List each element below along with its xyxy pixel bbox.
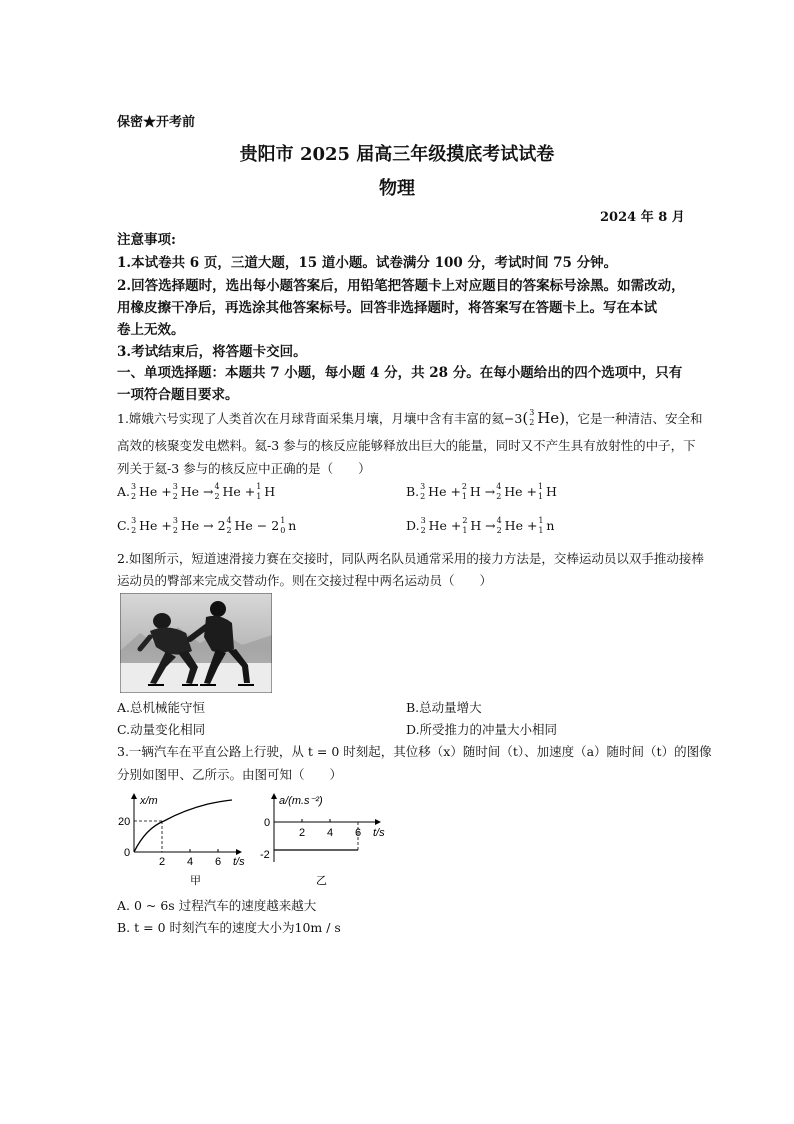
graph-yi-caption: 乙 xyxy=(316,875,327,887)
confidential-label: 保密★开考前 xyxy=(117,115,196,130)
graph-yi-ylabel: a/(m.s⁻²) xyxy=(279,795,323,807)
q2-option-d[interactable]: D.所受推力的冲量大小相同 xyxy=(406,722,558,737)
graph-jia-xlabel: t/s xyxy=(233,856,245,868)
q1-stem-text: 1.嫦娥六号实现了人类首次在月球背面采集月壤，月壤中含有丰富的氦−3 xyxy=(117,411,523,426)
notice-item: 1.本试卷共 6 页，三道大题，15 道小题。试卷满分 100 分，考试时间 75 分钟。 xyxy=(117,255,618,271)
q3-option-b[interactable]: B. t = 0 时刻汽车的速度大小为10m / s xyxy=(117,920,341,935)
q3-option-a[interactable]: A. 0 ~ 6s 过程汽车的速度越来越大 xyxy=(117,898,317,913)
q2-option-a[interactable]: A.总机械能守恒 xyxy=(117,700,206,715)
q1-stem: 列关于氦-3 参与的核反应中正确的是（ ） xyxy=(117,461,371,476)
graph-yi-xtick: 2 xyxy=(299,827,306,839)
notice-heading: 注意事项: xyxy=(117,232,176,248)
q2-option-c[interactable]: C.动量变化相同 xyxy=(117,722,206,737)
q2-stem: 2.如图所示，短道速滑接力赛在交接时，同队两名队员通常采用的接力方法是，交棒运动员以双手推动接棒 xyxy=(117,551,704,566)
notice-item: 卷上无效。 xyxy=(117,322,185,338)
graph-jia-ytick: 0 xyxy=(124,847,131,859)
exam-title: 贵阳市 2025 届高三年级摸底考试试卷 xyxy=(239,144,555,165)
q3-stem: 分别如图甲、乙所示。由图可知（ ） xyxy=(117,767,343,782)
graph-yi-a-t xyxy=(258,790,398,890)
notice-item: 2.回答选择题时，选出每小题答案后，用铅笔把答题卡上对应题目的答案标号涂黑。如需改动， xyxy=(117,278,685,294)
graph-yi-xlabel: t/s xyxy=(373,827,385,839)
q1-option-d[interactable]: D. 3 2 He + 2 1 H → 4 2 He + 1 1 n xyxy=(406,515,555,535)
speed-skating-photo xyxy=(120,593,272,693)
graph-jia-ytick: 20 xyxy=(118,816,131,828)
q1-option-a[interactable]: A. 3 2 He + 3 2 He → 4 2 He + 1 1 H xyxy=(117,481,276,501)
q1-stem xyxy=(117,409,703,427)
graph-jia-caption: 甲 xyxy=(190,875,201,887)
graph-yi-ytick: 0 xyxy=(264,817,271,829)
q1-stem-text: ，它是一种清洁、安全和 xyxy=(565,411,703,426)
q1-option-c[interactable]: C. 3 2 He + 3 2 He → 2 4 2 He − 2 1 0 n xyxy=(117,515,297,535)
graph-jia-xtick: 4 xyxy=(187,856,194,868)
graph-yi-xtick: 6 xyxy=(355,827,362,839)
q1-stem: 高效的核聚变发电燃料。氦-3 参与的核反应能够释放出巨大的能量，同时又不产生具有放射性的中子，下 xyxy=(117,438,696,453)
q3-stem: 3.一辆汽车在平直公路上行驶，从 t = 0 时刻起，其位移（x）随时间（t）、加速度（a）随时间（t）的图像 xyxy=(117,744,712,759)
notice-item: 用橡皮擦干净后，再选涂其他答案标号。回答非选择题时，将答案写在答题卡上。写在本试 xyxy=(117,300,657,316)
section-heading: 一项符合题目要求。 xyxy=(117,387,239,403)
graph-yi-ytick: -2 xyxy=(260,849,270,861)
graph-jia-ylabel: x/m xyxy=(140,795,158,807)
q2-stem: 运动员的臀部来完成交替动作。则在交接过程中两名运动员（ ） xyxy=(117,573,493,588)
section-heading: 一、单项选择题：本题共 7 小题，每小题 4 分，共 28 分。在每小题给出的四个选项中，只有 xyxy=(117,365,683,381)
graph-yi-xtick: 4 xyxy=(327,827,334,839)
subject-title: 物理 xyxy=(379,178,415,199)
graph-jia-xtick: 2 xyxy=(159,856,166,868)
graph-jia-x-t xyxy=(112,790,252,890)
helium3-notation: ( 3 2 He) xyxy=(522,408,566,427)
q2-option-b[interactable]: B.总动量增大 xyxy=(406,700,482,715)
notice-item: 3.考试结束后，将答题卡交回。 xyxy=(117,344,307,360)
exam-date: 2024 年 8 月 xyxy=(600,210,685,225)
q1-option-b[interactable]: B. 3 2 He + 2 1 H → 4 2 He + 1 1 H xyxy=(406,481,557,501)
graph-jia-xtick: 6 xyxy=(215,856,222,868)
